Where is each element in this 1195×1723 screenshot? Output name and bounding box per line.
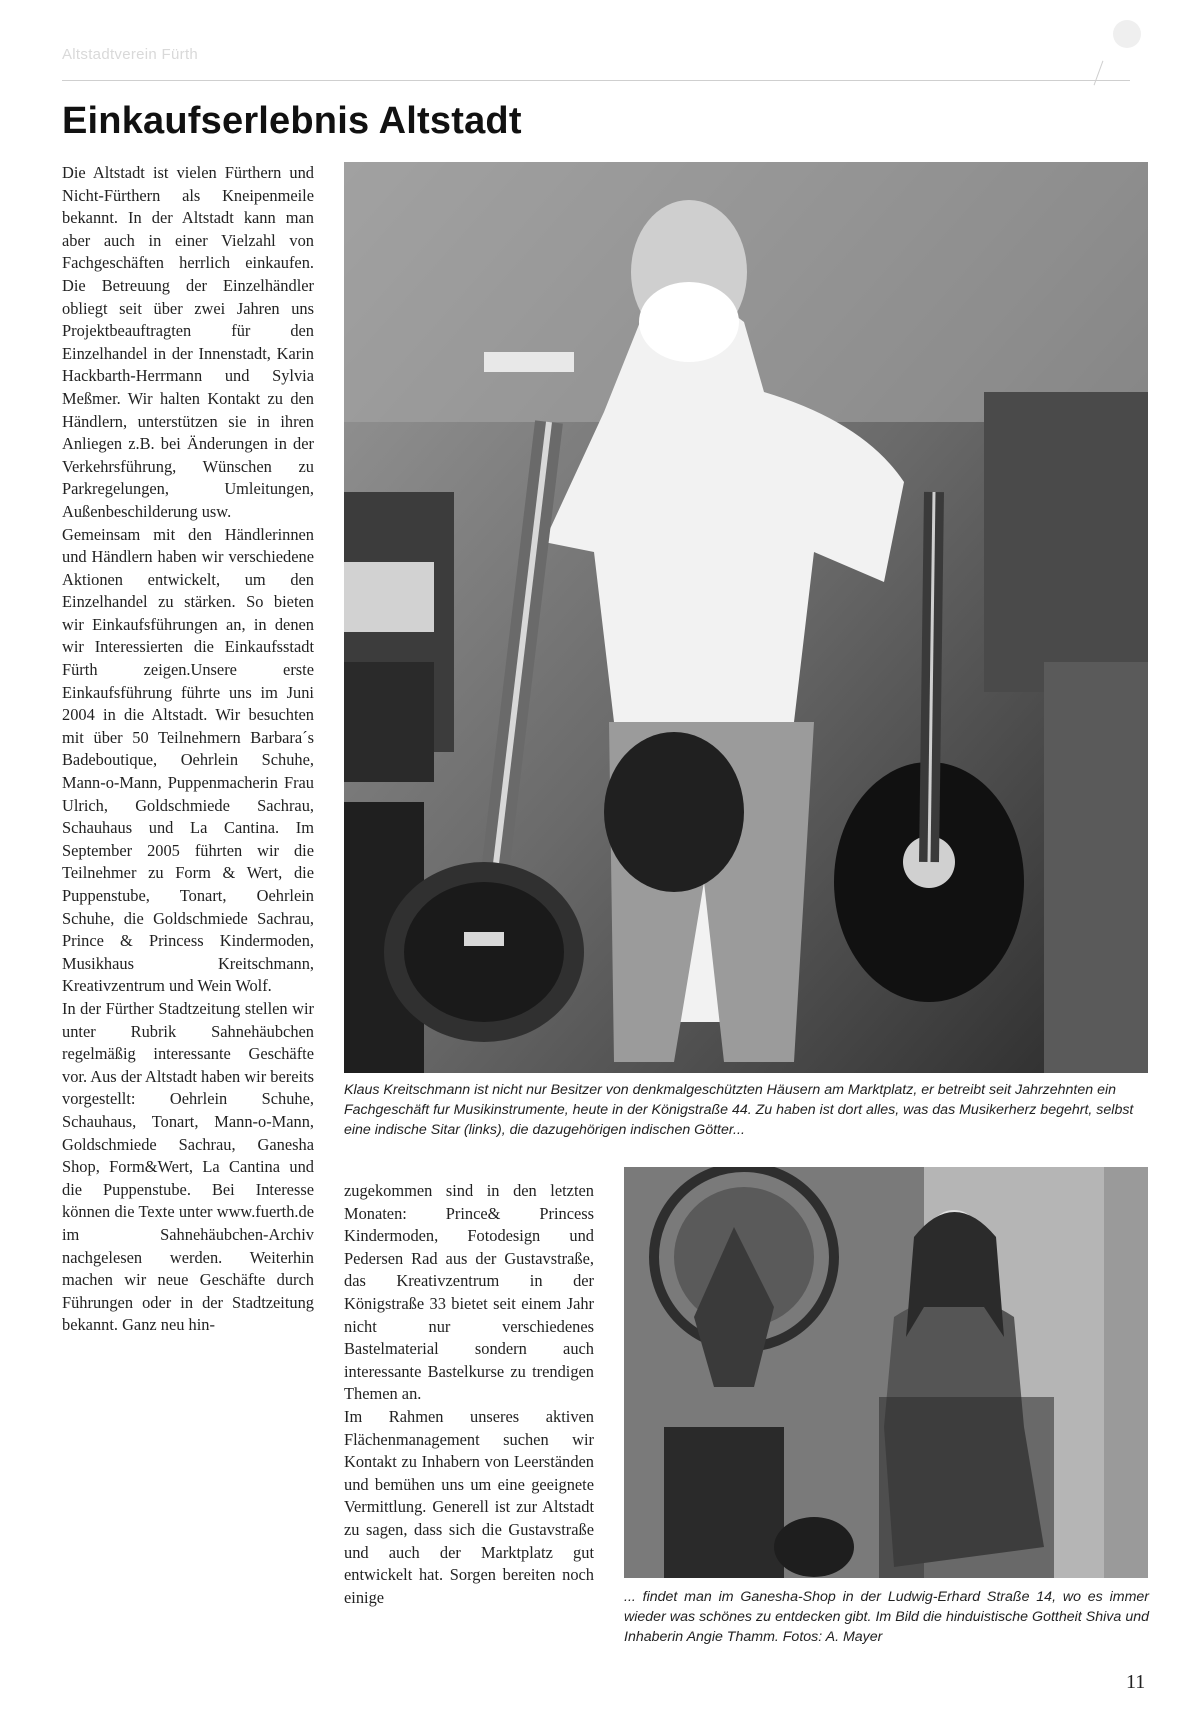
paragraph: Die Altstadt ist vielen Fürthern und Nicht-Fürthern als Kneipenmeile bekannt. In der Altstadt kann man aber auch in einer Vielzahl von Fachgeschäften herrlich einkaufen. Die Betreuung der Einzelhändler obliegt seit über zwei Jahren uns Projektbeauftragten für den Einzelhandel in der Innenstadt, Karin Hackbarth-Herrmann und Sylvia Meßmer. Wir halten Kontakt zu den Händlern, unterstützen sie in ihren Anliegen z.B. bei Änderungen in der Verkehrsführung, Wünschen zu Parkregelungen, Umleitungen, Außenbeschilderung usw. <box>62 163 314 521</box>
header-decoration-dot <box>1113 20 1141 48</box>
header-rule <box>62 80 1130 81</box>
header-organization: Altstadtverein Fürth <box>62 46 199 63</box>
paragraph: In der Fürther Stadtzeitung stellen wir unter Rubrik Sahnehäubchen regelmäßig interessante Geschäfte vor. Aus der Altstadt haben wir bereits vorgestellt: Oehrlein Schuhe, Schauhaus, Tonart, Mann-o-Mann, Goldschmiede Sachrau, Ganesha Shop, Form&Wert, La Cantina und die Puppenstube. Bei Interesse können die Texte unter www.fuerth.de im Sahnehäubchen-Archiv nachgelesen werden. Weiterhin machen wir neue Geschäfte durch Führungen oder in der Stadtzeitung bekannt. Ganz neu hin- <box>62 998 314 1335</box>
paragraph: zugekommen sind in den letzten Monaten: Prince& Princess Kindermoden, Fotodesign und Pedersen Rad aus der Gustavstraße, das Kreativzentrum in der Königstraße 33 bietet seit einem Jahr nicht nur verschiedenes Bastelmaterial sondern auch interessante Bastelkurse zu trendigen Themen an. <box>344 1181 594 1404</box>
photo-shop-owner-with-shiva <box>624 1167 1148 1578</box>
caption-second-photo: ... findet man im Ganesha-Shop in der Ludwig-Erhard Straße 14, wo es immer wieder was schönes zu entdecken gibt. Im Bild die hinduistische Gottheit Shiva und Inhaberin Angie Thamm. Fotos: A. Mayer <box>624 1589 1149 1645</box>
caption-main-photo: Klaus Kreitschmann ist nicht nur Besitzer von denkmalgeschützten Häusern am Marktplatz, er betreibt seit Jahrzehnten ein Fachgeschäft fur Musikinstrumente, heute in der Königstraße 44. Zu haben ist dort alles, was das Musikerherz begehrt, selbst eine indische Sitar (links), die dazugehörigen indischen Götter... <box>344 1082 1134 1138</box>
article-title: Einkaufserlebnis Altstadt <box>62 100 522 142</box>
page-number: 11 <box>1126 1671 1146 1693</box>
photo-musician-with-sitar <box>344 162 1148 1073</box>
paragraph: Im Rahmen unseres aktiven Flächenmanagement suchen wir Kontakt zu Inhabern von Leerständen und bemühen uns um eine geeignete Vermittlung. Generell ist zur Altstadt zu sagen, dass sich die Gustavstraße und auch der Marktplatz gut entwickelt hat. Sorgen bereiten noch einige <box>344 1406 594 1607</box>
article-column-middle <box>344 1180 594 1609</box>
paragraph: Gemeinsam mit den Händlerinnen und Händlern haben wir verschiedene Aktionen entwickelt, um den Einzelhandel zu stärken. So bieten wir Einkaufsführungen an, in denen wir Interessierten die Einkaufsstadt Fürth zeigen.Unsere erste Einkaufsführung führte uns im Juni 2004 in die Altstadt. Wir besuchten mit über 50 Teilnehmern Barbara´s Badeboutique, Oehrlein Schuhe, Mann-o-Mann, Puppenmacherin Frau Ulrich, Goldschmiede Sachrau, Schauhaus und La Cantina. Im September 2005 führten wir die Teilnehmer zu Form & Wert, die Puppenstube, Tonart, Oehrlein Schuhe, die Goldschmiede Sachrau, Prince & Princess Kindermoden, Musikhaus Kreitschmann, Kreativzentrum und Wein Wolf. <box>62 524 314 996</box>
header-rule-slash <box>1094 61 1104 86</box>
article-column-left <box>62 162 314 1337</box>
